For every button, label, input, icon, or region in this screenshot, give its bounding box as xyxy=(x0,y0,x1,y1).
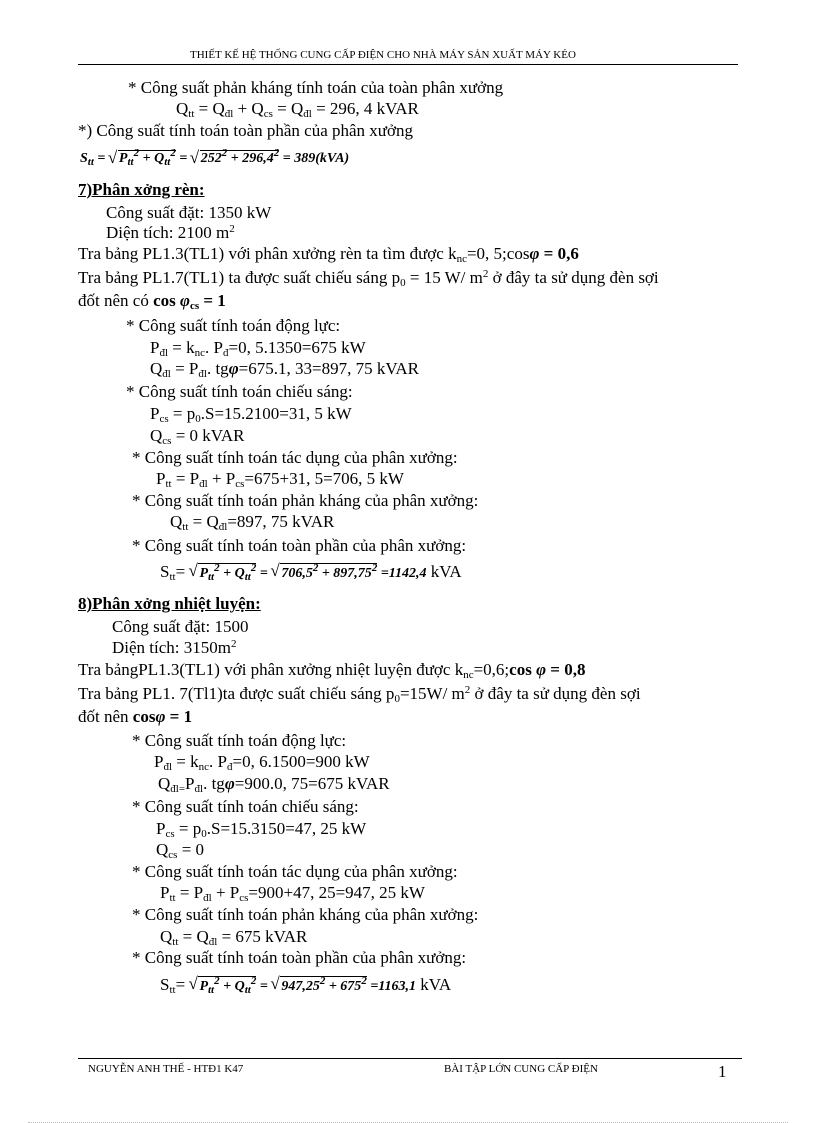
s8-table2: Tra bảng PL1. 7(Tl1)ta được suất chiếu sáng $p_0=15W/$ $m^2$ ở đây ta sử dụng đèn sợi xyxy=(78,684,641,705)
s7-table2: Tra bảng PL1.7(TL1) ta được suất chiếu sáng $p_0 = 15$ W/ $m^2$ ở đây ta sử dụng đèn sợi xyxy=(78,268,659,289)
s8-area: Diện tích: $3150m^2$ xyxy=(112,638,237,657)
intro-s-heading: *) Công suất tính toán toàn phần của phân xưởng xyxy=(78,121,414,140)
s7-power: Công suất đặt: 1350 kW xyxy=(106,203,272,222)
intro-q-line: $Q_{tt} = Q_{đl} + Q_{cs} = Q_{đl} = 296$, 4 kVAR xyxy=(176,99,419,120)
s8-stt-line: $S_{tt}=$ √ $P_{tt}^2 + Q_{tt}^2$ = √ $947,25^2 + 675^2 =1163,1$ kVA xyxy=(160,975,451,997)
s8-stt-heading: * Công suất tính toán toàn phần của phân xưởng: xyxy=(132,948,467,967)
s7-table1: Tra bảng PL1.3(TL1) với phân xưởng rèn ta tìm được $k_{nc}=0$, 5;cosφ = 0,6 xyxy=(78,244,579,265)
s7-table2-line2: đốt nên có $\cos \varphi_{cs} = 1$ xyxy=(78,291,226,312)
s8-pcs-line: $P_{cs} = p_0.S=15.3150=47$, 25 kW xyxy=(156,819,367,840)
footer-rule xyxy=(78,1058,742,1059)
s8-qtt-line: $Q_{tt} = Q_{đl} = 675$ kVAR xyxy=(160,927,308,948)
s7-pdl-heading: * Công suất tính toán động lực: xyxy=(126,316,341,335)
s7-stt-line: $S_{tt}=$ √ $P_{tt}^2 + Q_{tt}^2$ = √ $706,5^2 + 897,75^2 =1142,4$ kVA xyxy=(160,562,462,584)
s8-pcs-heading: * Công suất tính toán chiếu sáng: xyxy=(132,797,359,816)
footer-course: BÀI TẬP LỚN CUNG CẤP ĐIỆN xyxy=(444,1063,598,1075)
s8-ptt-heading: * Công suất tính toán tác dụng của phân xưởng: xyxy=(132,862,458,881)
s7-area: Diện tích: 2100 $m^2$ xyxy=(106,223,235,242)
intro-s-formula: $S_{tt}$ = √ $P_{tt}^2 + Q_{tt}^2$ = √ $252^2 + 296,4^2 = 389(kVA)$ xyxy=(80,150,349,167)
s7-stt-heading: * Công suất tính toán toàn phần của phân xưởng: xyxy=(132,536,467,555)
s8-power: Công suất đặt: 1500 xyxy=(112,617,249,636)
s8-qcs-line: $Q_{cs} = 0$ xyxy=(156,840,205,861)
s7-pcs-heading: * Công suất tính toán chiếu sáng: xyxy=(126,382,353,401)
s7-pdl-line: $P_{đl} = k_{nc}$. $P_đ=0$, 5.1350=675 kW xyxy=(150,338,366,359)
s7-qcs-line: $Q_{cs} = 0$ kVAR xyxy=(150,426,245,447)
intro-q-heading: * Công suất phản kháng tính toán của toàn phân xưởng xyxy=(128,78,504,97)
s8-qdl-line: $Q_{đl=}P_{đl}$. tgφ=900.0, 75=675 kVAR xyxy=(158,774,390,795)
s8-table2-line2: đốt nên cosφ = 1 xyxy=(78,707,193,726)
s7-pcs-line: $P_{cs} = p_0.S=15.2100=31$, 5 kW xyxy=(150,404,352,425)
s8-pdl-heading: * Công suất tính toán động lực: xyxy=(132,731,347,750)
s7-qtt-line: $Q_{tt} = Q_{đl}=897$, 75 kVAR xyxy=(170,512,335,533)
page-number: 1 xyxy=(718,1062,727,1081)
s7-ptt-heading: * Công suất tính toán tác dụng của phân xưởng: xyxy=(132,448,458,467)
footer-author: NGUYỄN ANH THẾ - HTĐ1 K47 xyxy=(88,1063,244,1075)
section8-title: 8)Phân xởng nhiệt luyện: xyxy=(78,594,261,613)
s8-table1: Tra bảngPL1.3(TL1) với phân xưởng nhiệt luyện được $k_{nc}=0,6;\cos$ φ = 0,8 xyxy=(78,660,586,681)
section7-title: 7)Phân xởng rèn: xyxy=(78,180,205,199)
header-rule xyxy=(78,64,738,65)
s7-qtt-heading: * Công suất tính toán phản kháng của phân xưởng: xyxy=(132,491,479,510)
page-header: THIẾT KẾ HỆ THỐNG CUNG CẤP ĐIỆN CHO NHÀ MÁY SẢN XUẤT MÁY KÉO xyxy=(190,49,576,61)
s7-ptt-line: $P_{tt} = P_{đl} + P_{cs}=675+31$, 5=706, 5 kW xyxy=(156,469,404,490)
s7-qdl-line: $Q_{đl} = P_{đl}$. tgφ=675.1, 33=897, 75 kVAR xyxy=(150,359,420,380)
s8-qtt-heading: * Công suất tính toán phản kháng của phân xưởng: xyxy=(132,905,479,924)
s8-ptt-line: $P_{tt} = P_{đl} + P_{cs}=900+47$, 25=947, 25 kW xyxy=(160,883,425,904)
s8-pdl-line: $P_{đl} = k_{nc}$. $P_đ=0$, 6.1500=900 kW xyxy=(154,752,370,773)
